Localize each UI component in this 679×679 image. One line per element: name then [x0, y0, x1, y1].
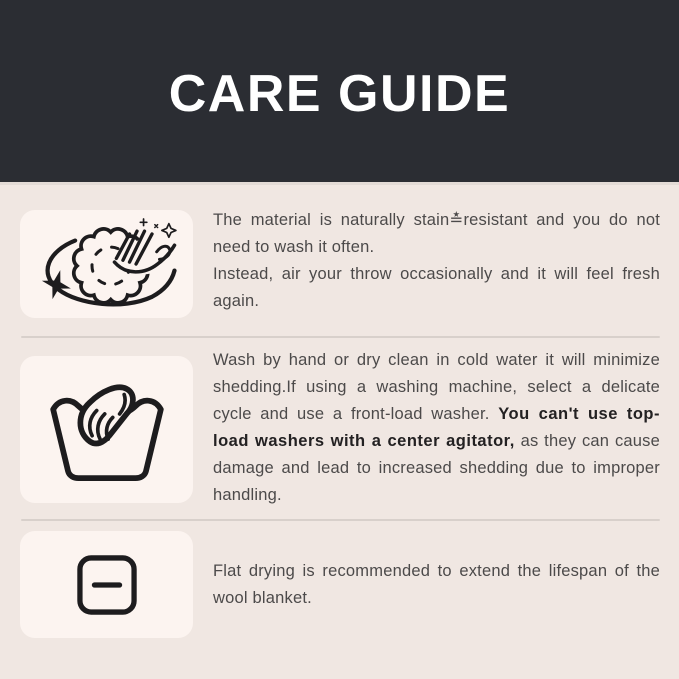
washing-text-normal-2: as they can cause damage and lead to increased shedding due to improper handling.	[213, 432, 660, 504]
airing-line-2: Instead, air your throw occasionally and it will feel fresh again.	[213, 265, 660, 310]
hand-wash-card	[20, 356, 193, 503]
washing-instructions	[213, 347, 660, 509]
washing-text-normal-1: Wash by hand or dry clean in cold water it will minimize shedding.If using a washing machine, select a delicate cycle and use a front-load washer.	[213, 351, 660, 423]
washing-text-bold: You can't use top-load washers with a center agitator,	[213, 405, 661, 450]
page-title: CARE GUIDE	[168, 65, 511, 123]
hand-wash-icon	[44, 375, 170, 485]
section-divider-1	[21, 336, 660, 338]
drying-instructions: Flat drying is recommended to extend the lifespan of the wool blanket.	[213, 562, 660, 607]
stain-resistant-icon	[32, 216, 182, 312]
stain-resistant-card	[20, 210, 193, 318]
section-divider-2	[21, 519, 660, 521]
flat-dry-card	[20, 531, 193, 638]
airing-line-1: The material is naturally stain≛resistant and you do not need to wash it often.	[213, 211, 660, 256]
header	[0, 0, 679, 185]
airing-instructions	[213, 207, 660, 315]
flat-dry-icon	[74, 552, 140, 618]
